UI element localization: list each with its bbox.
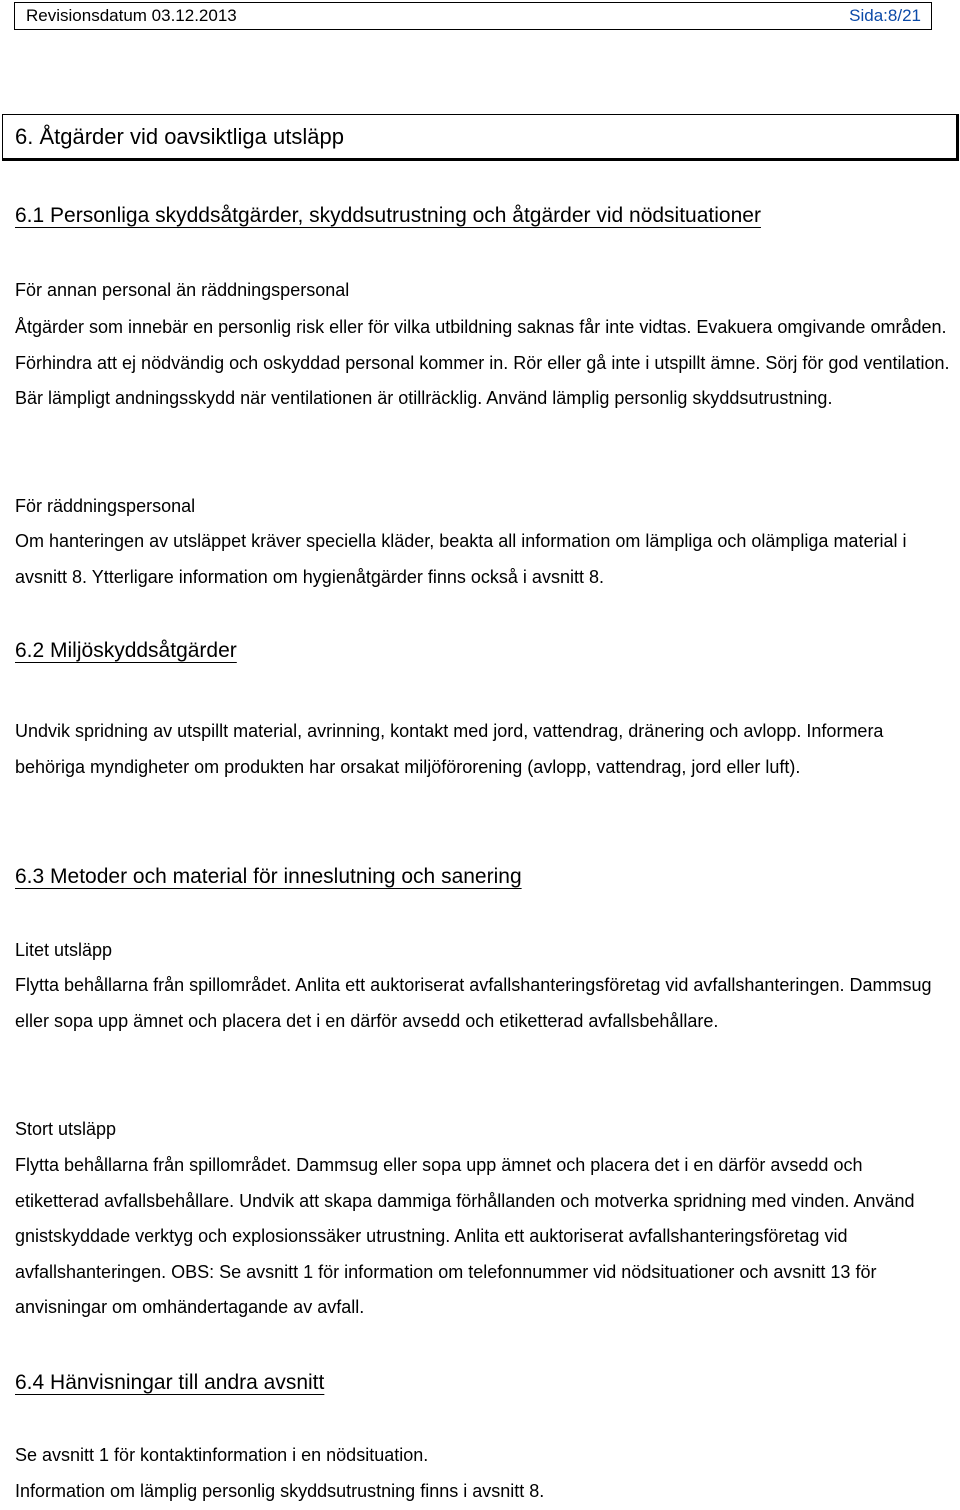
page-number: Sida:8/21 xyxy=(849,6,921,25)
reference-line-2: Information om lämplig personlig skyddsutrustning finns i avsnitt 8. xyxy=(15,1481,545,1501)
heading-6-4: 6.4 Hänvisningar till andra avsnitt xyxy=(15,1371,325,1394)
subheading-small-spill: Litet utsläpp xyxy=(15,940,113,960)
paragraph-rescue-personnel: Om hanteringen av utsläppet kräver speciella kläder, beakta all information om lämpliga och olämpliga material i avsnitt 8. Ytterligare information om hygienåtgärder finns också i avsnitt 8. xyxy=(15,531,907,587)
paragraph-other-personnel: Åtgärder som innebär en personlig risk eller för vilka utbildning saknas får inte vidtas. Evakuera omgivande områden. Förhindra att ej nödvändig och oskyddad personal kommer in. Rör eller gå inte i utspillt ämne. Sörj för god ventilation. Bär lämpligt andningsskydd när ventilationen är otillräcklig. Använd lämplig personlig skyddsutrustning. xyxy=(15,317,950,408)
section-title-text: 6. Åtgärder vid oavsiktliga utsläpp xyxy=(15,123,344,149)
subheading-rescue-personnel: För räddningspersonal xyxy=(15,496,196,516)
heading-6-2: 6.2 Miljöskyddsåtgärder xyxy=(15,639,237,662)
paragraph-small-spill: Flytta behållarna från spillområdet. Anlita ett auktoriserat avfallshanteringsföretag vid avfallshanteringen. Dammsug eller sopa upp ämnet och placera det i en därför avsedd och etiketterad avfallsbehållare. xyxy=(15,975,932,1031)
page-header xyxy=(14,2,932,30)
section-title xyxy=(2,114,959,161)
paragraph-environment: Undvik spridning av utspillt material, avrinning, kontakt med jord, vattendrag, dränering och avlopp. Informera behöriga myndigheter om produkten har orsakat miljöförorening (avlopp, vattendrag, jord eller luft). xyxy=(15,721,884,777)
subheading-large-spill: Stort utsläpp xyxy=(15,1119,117,1139)
paragraph-large-spill: Flytta behållarna från spillområdet. Dammsug eller sopa upp ämnet och placera det i en därför avsedd och etiketterad avfallsbehållare. Undvik att skapa dammiga förhållanden och motverka spridning med vinden. Använd gnistskyddade verktyg och explosionssäker utrustning. Anlita ett auktoriserat avfallshanteringsföretag vid avfallshanteringen. OBS: Se avsnitt 1 för information om telefonnummer vid nödsituationer och avsnitt 13 för anvisningar om omhändertagande av avfall. xyxy=(15,1155,915,1317)
subheading-other-personnel: För annan personal än räddningspersonal xyxy=(15,280,350,300)
heading-6-1: 6.1 Personliga skyddsåtgärder, skyddsutrustning och åtgärder vid nödsituationer xyxy=(15,204,761,227)
reference-line-1: Se avsnitt 1 för kontaktinformation i en nödsituation. xyxy=(15,1445,429,1465)
heading-6-3: 6.3 Metoder och material för inneslutning och sanering xyxy=(15,865,522,888)
revision-date: Revisionsdatum 03.12.2013 xyxy=(26,6,237,25)
